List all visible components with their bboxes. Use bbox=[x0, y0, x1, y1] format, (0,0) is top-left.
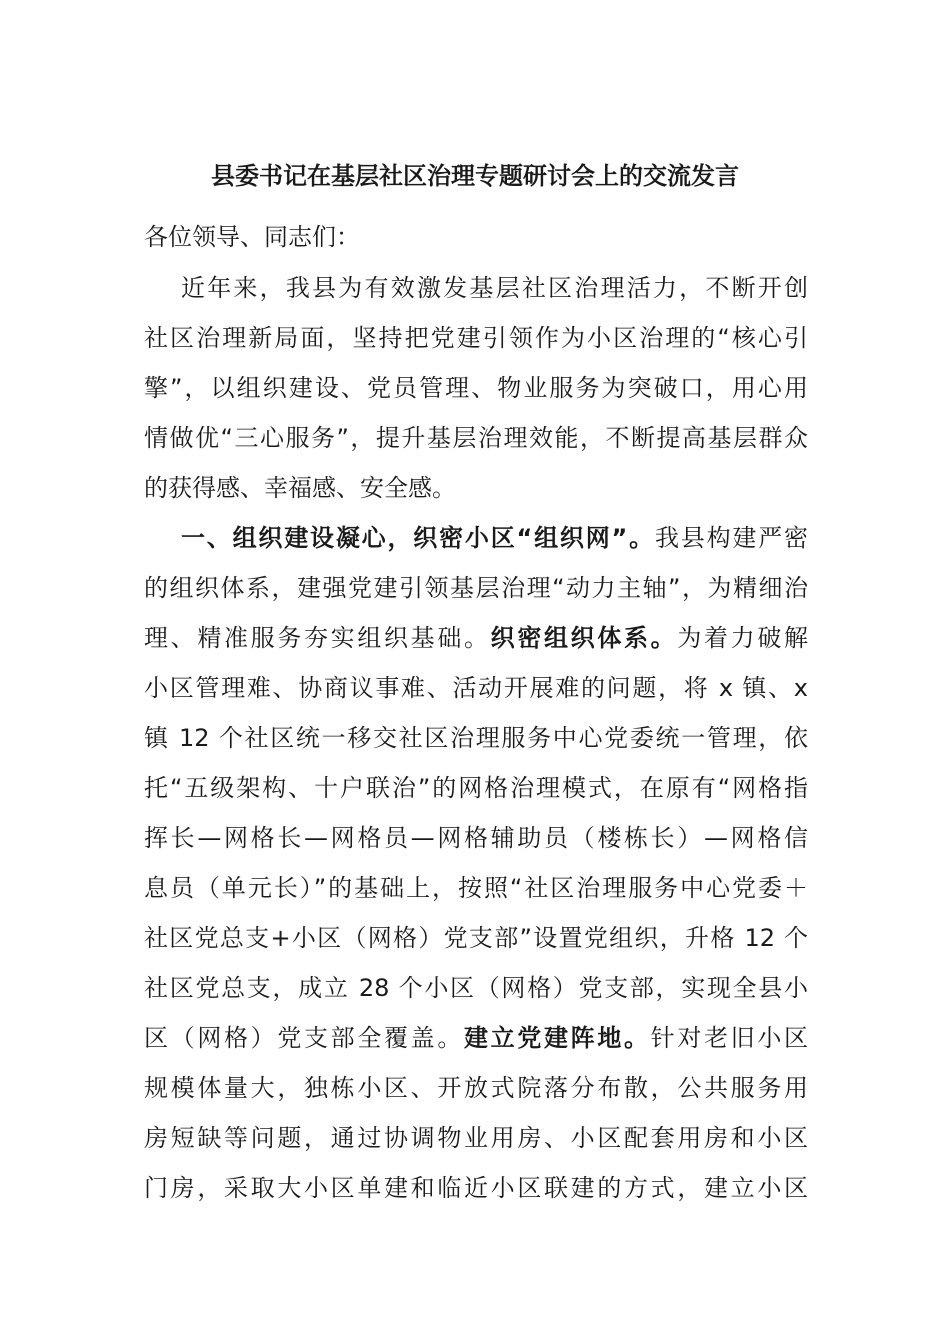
paragraph-section-one bbox=[144, 513, 808, 1213]
paragraph-line: 规模体量大，独栋小区、开放式院落分布散，公共服务用 bbox=[144, 1074, 808, 1102]
salutation: 各位领导、同志们： bbox=[144, 223, 360, 251]
subheading: 织密组织体系。 bbox=[490, 624, 678, 652]
subheading: 建立党建阵地。 bbox=[464, 1024, 651, 1052]
paragraph-line: 近年来，我县为有效激发基层社区治理活力，不断开创 bbox=[181, 274, 808, 302]
paragraph-line: 门房，采取大小区单建和临近小区联建的方式，建立小区 bbox=[144, 1174, 808, 1202]
line-text: 理、精准服务夯实组织基础。 bbox=[144, 624, 491, 652]
line-text: 为着力破解 bbox=[677, 624, 809, 652]
paragraph-line bbox=[144, 1013, 808, 1063]
paragraph-line: 社区党总支，成立 28 个小区（网格）党支部，实现全县小 bbox=[144, 974, 808, 1002]
paragraph-line: 社区治理新局面，坚持把党建引领作为小区治理的“核心引 bbox=[144, 324, 808, 352]
paragraph-line: 的获得感、幸福感、安全感。 bbox=[144, 474, 456, 502]
paragraph-line bbox=[144, 613, 808, 663]
paragraph-line: 房短缺等问题，通过协调物业用房、小区配套用房和小区 bbox=[144, 1124, 808, 1152]
paragraph-line: 情做优“三心服务”，提升基层治理效能，不断提高基层群众 bbox=[144, 424, 808, 452]
document-title: 县委书记在基层社区治理专题研讨会上的交流发言 bbox=[211, 162, 739, 190]
paragraph-line bbox=[144, 513, 808, 563]
paragraph-intro bbox=[144, 263, 808, 513]
paragraph-line: 挥长—网格长—网格员—网格辅助员（楼栋长）—网格信 bbox=[144, 824, 808, 852]
line-text: 区（网格）党支部全覆盖。 bbox=[144, 1024, 464, 1052]
paragraph-line: 镇 12 个社区统一移交社区治理服务中心党委统一管理，依 bbox=[144, 724, 808, 752]
paragraph-line: 托“五级架构、十户联治”的网格治理模式，在原有“网格指 bbox=[144, 774, 808, 802]
paragraph-line: 息员（单元长）”的基础上，按照“社区治理服务中心党委＋ bbox=[144, 874, 808, 902]
paragraph-line: 社区党总支+小区（网格）党支部”设置党组织，升格 12 个 bbox=[144, 924, 808, 952]
paragraph-line: 小区管理难、协商议事难、活动开展难的问题，将 x 镇、x bbox=[144, 674, 808, 702]
line-text: 针对老旧小区 bbox=[650, 1024, 809, 1052]
line-text: 我县构建严密 bbox=[654, 524, 809, 552]
section-heading: 一、组织建设凝心，织密小区“组织网”。 bbox=[181, 524, 655, 552]
paragraph-line: 的组织体系，建强党建引领基层治理“动力主轴”，为精细治 bbox=[144, 574, 808, 602]
paragraph-line: 擎”，以组织建设、党员管理、物业服务为突破口，用心用 bbox=[144, 374, 808, 402]
